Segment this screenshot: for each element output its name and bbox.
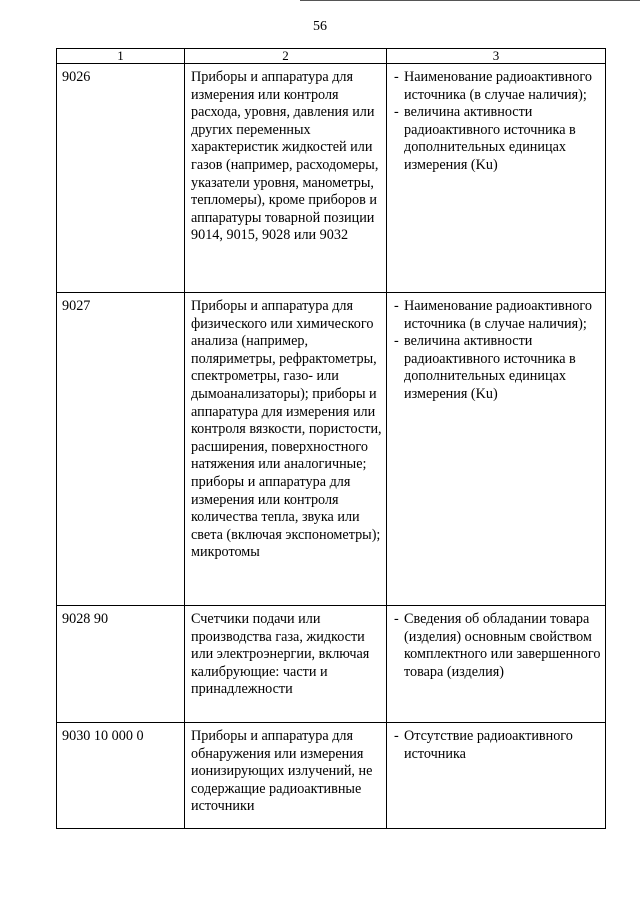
page-number: 56 (313, 19, 327, 34)
commodity-description: Приборы и аппаратура для измерения или контроля расхода, уровня, давления или других переменных характеристик жидкостей или газов (например, расходомеры, указатели уровня, манометры, тепломеры), кроме приборов и аппаратуры товарной позиции 9014, 9015, 9028 или 9032 (185, 64, 387, 293)
requirement-item: - Отсутствие радиоактивного источника (394, 728, 573, 762)
column-header-2: 2 (185, 49, 387, 64)
commodity-description: Приборы и аппаратура для обнаружения или измерения ионизирующих излучений, не содержащие радиоактивные источники (185, 723, 387, 829)
commodity-description: Приборы и аппаратура для физического или химического анализа (например, поляриметры, рефрактометры, спектрометры, газо- или дымоанализаторы); приборы и аппаратура для измерения или контроля вязкости, пористости, расширения, поверхностного натяжения или аналогичные; приборы и аппаратура для измерения или контроля количества тепла, звука или света (включая экспонометры); микротомы (185, 293, 387, 606)
column-header-1: 1 (57, 49, 185, 64)
commodity-code: 9026 (57, 64, 185, 293)
table-row (57, 64, 606, 293)
requirement-item: - Наименование радиоактивного источника (в случае наличия); (394, 69, 592, 103)
requirements-cell (387, 606, 606, 723)
commodity-code: 9028 90 (57, 606, 185, 723)
requirement-item: - Наименование радиоактивного источника (в случае наличия); (394, 298, 592, 332)
table-row (57, 723, 606, 829)
requirements-cell (387, 723, 606, 829)
top-rule (300, 0, 640, 1)
requirements-cell (387, 293, 606, 606)
table-row (57, 293, 606, 606)
commodity-code: 9030 10 000 0 (57, 723, 185, 829)
commodity-code: 9027 (57, 293, 185, 606)
column-header-3: 3 (387, 49, 606, 64)
commodity-description: Счетчики подачи или производства газа, жидкости или электроэнергии, включая калибрующие: части и принадлежности (185, 606, 387, 723)
requirement-item: - величина активности радиоактивного источника в дополнительных единицах измерения (Ku) (394, 104, 576, 173)
requirements-cell (387, 64, 606, 293)
classification-table (56, 48, 606, 829)
table-header-row (57, 49, 606, 64)
requirement-item: - величина активности радиоактивного источника в дополнительных единицах измерения (Ku) (394, 333, 576, 402)
table-row (57, 606, 606, 723)
requirement-item: - Сведения об обладании товара (изделия) основным свойством комплектного или завершенного товара (изделия) (394, 611, 601, 680)
